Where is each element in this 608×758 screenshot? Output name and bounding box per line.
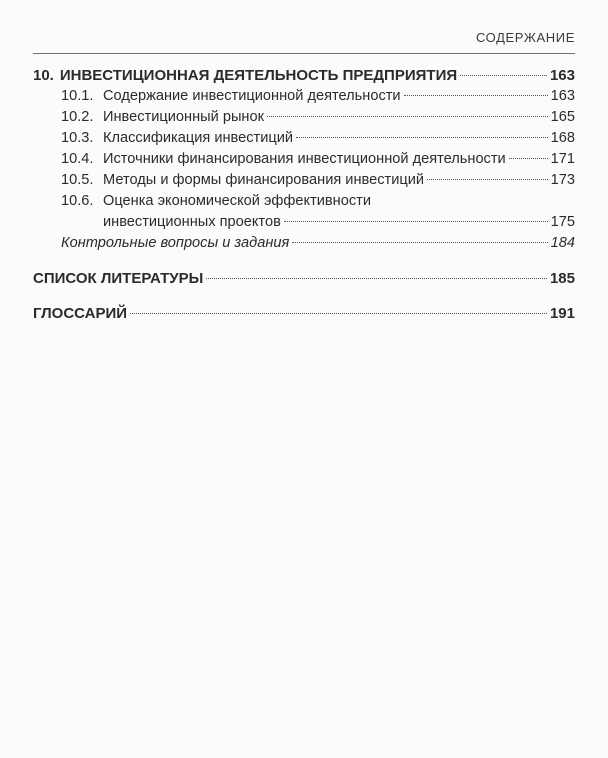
- toc-chapter-entry[interactable]: [33, 65, 575, 86]
- dot-leader: [296, 137, 548, 138]
- toc-questions-entry[interactable]: [33, 233, 575, 254]
- glossary-page-number: 191: [549, 305, 575, 322]
- section-title-line-2: инвестиционных проектов: [103, 214, 281, 230]
- dot-leader: [404, 95, 548, 96]
- toc-section-entry[interactable]: [33, 128, 575, 149]
- chapter-title: ИНВЕСТИЦИОННАЯ ДЕЯТЕЛЬНОСТЬ ПРЕДПРИЯТИЯ: [59, 67, 458, 84]
- section-number: 10.2.: [61, 109, 94, 125]
- toc-section-entry-multiline[interactable]: [33, 191, 575, 212]
- bibliography-page-number: 185: [549, 270, 575, 287]
- section-page-number: 163: [550, 88, 575, 104]
- toc-section-entry[interactable]: [33, 86, 575, 107]
- dot-leader: [509, 158, 548, 159]
- spacer: [33, 254, 575, 268]
- section-number: 10.4.: [61, 151, 94, 167]
- questions-page-number: 184: [550, 235, 575, 251]
- section-number: 10.6.: [61, 193, 94, 209]
- section-number: 10.3.: [61, 130, 94, 146]
- dot-leader: [284, 221, 548, 222]
- section-number: 10.1.: [61, 88, 94, 104]
- section-title: Источники финансирования инвестиционной деятельности: [103, 151, 506, 167]
- section-title: Методы и формы финансирования инвестиций: [103, 172, 425, 188]
- questions-title: Контрольные вопросы и задания: [61, 235, 290, 251]
- chapter-number: 10.: [33, 67, 54, 84]
- toc-section-entry[interactable]: [33, 107, 575, 128]
- section-title: Классификация инвестиций: [103, 130, 294, 146]
- dot-leader: [130, 313, 547, 314]
- toc-section-entry[interactable]: [33, 170, 575, 191]
- toc-glossary-entry[interactable]: [33, 303, 575, 324]
- header-rule: [33, 53, 575, 54]
- glossary-title: ГЛОССАРИЙ: [33, 305, 128, 322]
- section-page-number: 175: [550, 214, 575, 230]
- section-page-number: 168: [550, 130, 575, 146]
- section-title-line-1: Оценка экономической эффективности: [103, 193, 371, 209]
- toc-section-entry[interactable]: [33, 149, 575, 170]
- table-of-contents: [33, 65, 575, 324]
- section-page-number: 173: [550, 172, 575, 188]
- toc-section-entry-continuation[interactable]: [33, 212, 575, 233]
- section-page-number: 171: [550, 151, 575, 167]
- spacer: [33, 289, 575, 303]
- bibliography-title: СПИСОК ЛИТЕРАТУРЫ: [33, 270, 204, 287]
- section-number: 10.5.: [61, 172, 94, 188]
- dot-leader: [292, 242, 547, 243]
- running-head-title: СОДЕРЖАНИЕ: [475, 30, 575, 45]
- section-page-number: 165: [550, 109, 575, 125]
- section-title: Инвестиционный рынок: [103, 109, 264, 125]
- toc-bibliography-entry[interactable]: [33, 268, 575, 289]
- section-title: Содержание инвестиционной деятельности: [103, 88, 401, 104]
- dot-leader: [206, 278, 547, 279]
- dot-leader: [267, 116, 548, 117]
- chapter-page-number: 163: [549, 67, 575, 84]
- dot-leader: [427, 179, 548, 180]
- dot-leader: [460, 75, 547, 76]
